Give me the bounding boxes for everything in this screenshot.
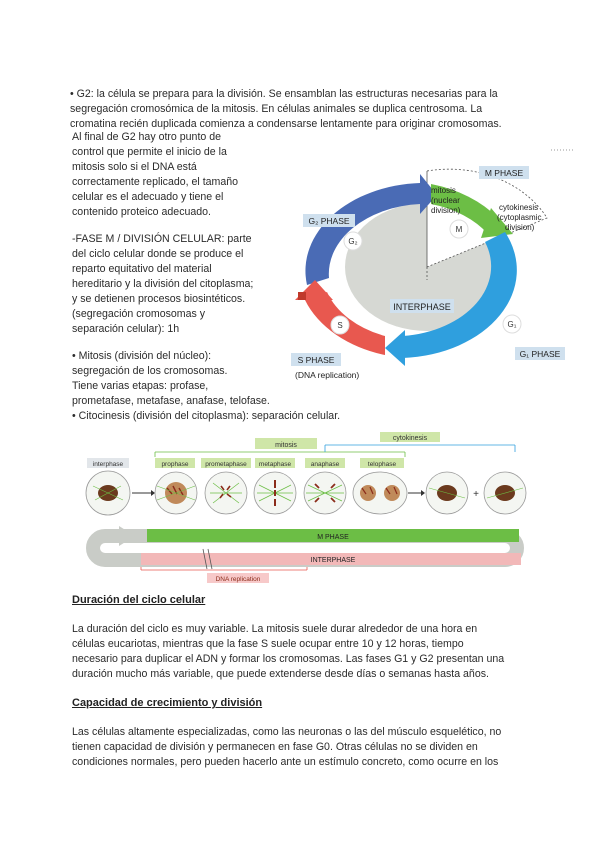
cell-metaphase — [254, 472, 296, 514]
g2-badge-label: G₂ — [348, 237, 358, 246]
stage-label: telophase — [367, 461, 397, 468]
g2-paragraph — [70, 87, 526, 132]
g2-line: segregación cromosómica de la mitosis. En células animales se duplica centrosoma. La — [70, 103, 483, 115]
capacidad-line: tienen capacidad de división y permanecen en fase G0. Otras células no se dividen en — [72, 741, 478, 753]
mitosis-line: segregación de los cromosomas. — [72, 365, 228, 377]
checkpoint-line: contenido proteico adecuado. — [72, 206, 212, 218]
mitosis-strip-diagram — [75, 428, 535, 588]
interphase-label: INTERPHASE — [393, 302, 451, 312]
cytokinesis-strip-label: cytokinesis — [392, 435, 428, 442]
capacidad-line: condiciones normales, pero pueden hacerlo ante un estímulo concreto, como ocurre en los — [72, 756, 499, 768]
svg-text:+: + — [473, 489, 479, 500]
duracion-paragraph — [72, 622, 526, 682]
dna-replication-label: (DNA replication) — [295, 370, 360, 380]
mitosis-strip-label: mitosis — [275, 442, 297, 449]
stage-label: anaphase — [310, 461, 340, 468]
cell-prometaphase — [205, 472, 247, 514]
m-phase-line: -FASE M / DIVISIÓN CELULAR: parte — [72, 233, 252, 245]
mitosis-label: mitosis — [431, 186, 456, 195]
s-phase-label: S PHASE — [297, 355, 335, 365]
stage-label: prophase — [161, 461, 189, 468]
mitosis-line: prometafase, metafase, anafase, telofase. — [72, 395, 270, 407]
m-phase-line: (segregación cromosomas y — [72, 308, 206, 320]
duracion-line: duración mucho más variable, que puede extenderse desde días o semanas hasta años. — [72, 668, 489, 680]
cell-daughter-1 — [426, 472, 468, 514]
m-phase-label: M PHASE — [484, 168, 524, 178]
duracion-heading: Duración del ciclo celular — [72, 594, 206, 606]
checkpoint-line: Al final de G2 hay otro punto de — [72, 131, 222, 143]
stage-label: metaphase — [258, 461, 292, 468]
cell-interphase — [86, 471, 130, 515]
m-phase-line: y se detienen procesos biosintéticos. — [72, 293, 246, 305]
capacidad-line: Las células altamente especializadas, como las neuronas o las del músculo esquelético, no — [72, 726, 502, 738]
g2-phase-label: G₂ PHASE — [308, 216, 350, 226]
checkpoint-line: mitosis solo si el DNA está — [72, 161, 197, 173]
cell-anaphase — [304, 472, 346, 514]
cytokinesis-label: (cytoplasmic — [497, 213, 542, 222]
capacidad-heading: Capacidad de crecimiento y división — [72, 697, 263, 709]
duracion-line: necesario para duplicar el ADN y formar los cromosomas. Las fases G1 y G2 presentan una — [72, 653, 505, 665]
mitosis-paragraph — [72, 349, 270, 409]
duracion-line: células eucariotas, mientras que la fase S suele ocupar entre 10 y 12 horas, tiempo — [72, 638, 464, 650]
stage-label: interphase — [92, 461, 124, 468]
cytokinesis-label: cytokinesis — [499, 203, 539, 212]
mitosis-label: (nuclear — [431, 196, 460, 205]
stage-label: prometaphase — [205, 461, 247, 468]
cytokinesis-label: division) — [505, 223, 535, 232]
checkpoint-line: control que permite el inicio de la — [72, 146, 227, 158]
checkpoint-paragraph — [72, 130, 264, 220]
checkpoint-line: celular es el adecuado y tiene el — [72, 191, 224, 203]
duracion-line: La duración del ciclo es muy variable. La mitosis suele durar alrededor de una hora en — [72, 623, 478, 635]
g2-line: cromatina recién duplicada comienza a condensarse lentamente para originar cromosomas. — [70, 118, 502, 130]
s-badge-label: S — [337, 321, 343, 330]
cell-cycle-diagram — [285, 140, 585, 390]
m-badge-label: M — [455, 225, 463, 234]
cell-daughter-2 — [484, 472, 526, 514]
g1-phase-label: G₁ PHASE — [519, 349, 561, 359]
m-phase-bar-label: M PHASE — [317, 534, 349, 541]
mitosis-label: division) — [431, 206, 461, 215]
m-phase-line: reparto equitativo del material — [72, 263, 212, 275]
mitosis-line: • Mitosis (división del núcleo): — [72, 350, 212, 362]
dna-replication-strip-label: DNA replication — [215, 576, 261, 583]
capacidad-paragraph — [72, 725, 526, 770]
m-phase-line: del ciclo celular donde se produce el — [72, 248, 244, 260]
interphase-bar-label: INTERPHASE — [310, 557, 356, 564]
cell-telophase — [353, 472, 407, 514]
checkpoint-line: correctamente replicado, el tamaño — [72, 176, 239, 188]
m-phase-paragraph — [72, 232, 264, 337]
citocinesis-line: • Citocinesis (división del citoplasma): separación celular. — [72, 410, 341, 422]
cell-prophase — [155, 472, 197, 514]
g1-badge-label: G₁ — [507, 320, 517, 329]
m-phase-line: separación celular): 1h — [72, 323, 180, 335]
g2-line: • G2: la célula se prepara para la división. Se ensamblan las estructuras necesarias para la — [70, 88, 498, 100]
m-phase-line: hereditario y la división del citoplasma; — [72, 278, 254, 290]
mitosis-line: Tiene varias etapas: profase, — [72, 380, 209, 392]
